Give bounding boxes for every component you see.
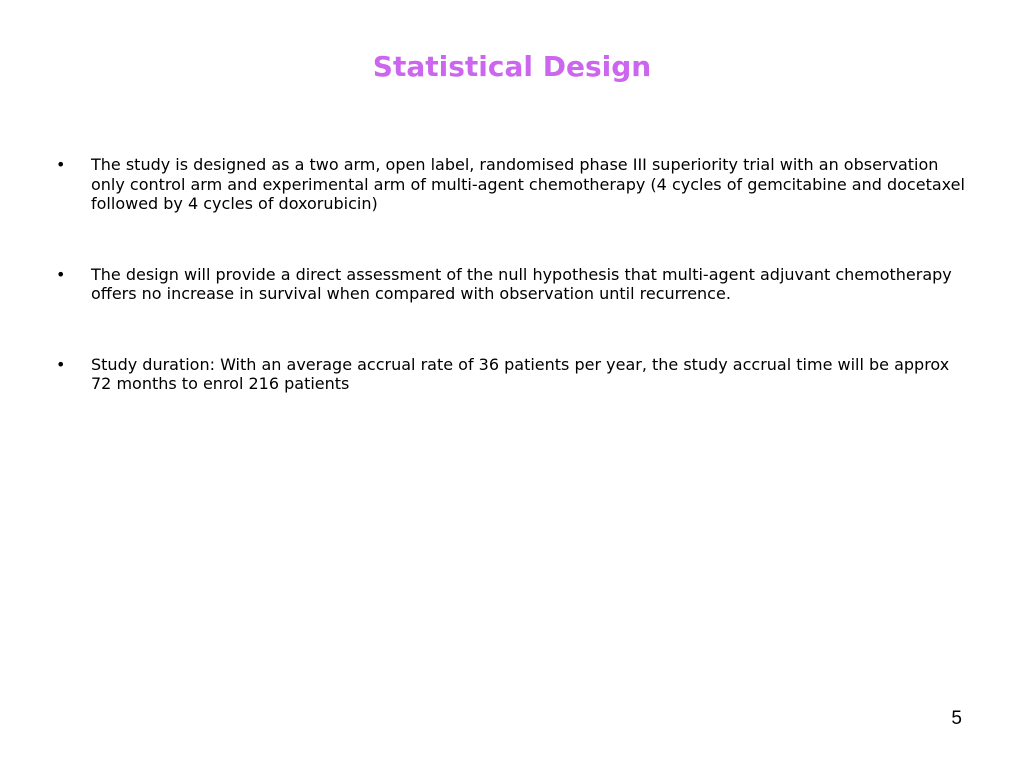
page-number: 5 (951, 708, 962, 729)
bullet-text: The study is designed as a two arm, open label, randomised phase III superiority trial with an observation only control arm and experimental arm of multi-agent chemotherapy (4 cycles of gemcitabine and docetaxel followed by 4 cycles of doxorubicin) (91, 155, 965, 213)
bullet-dot-icon: • (56, 155, 66, 174)
bullet-dot-icon: • (56, 354, 66, 374)
bullet-item-study-duration (56, 355, 966, 394)
bullet-list (56, 155, 966, 445)
bullet-item-study-design (56, 155, 966, 214)
bullet-text: The design will provide a direct assessment of the null hypothesis that multi-agent adjuvant chemotherapy offers no increase in survival when compared with observation until recurrence. (91, 264, 952, 303)
bullet-item-null-hypothesis (56, 265, 966, 304)
bullet-text: Study duration: With an average accrual rate of 36 patients per year, the study accrual time will be approx 72 months to enrol 216 patients (91, 354, 950, 393)
slide-title: Statistical Design (372, 50, 652, 83)
bullet-dot-icon: • (56, 264, 66, 284)
